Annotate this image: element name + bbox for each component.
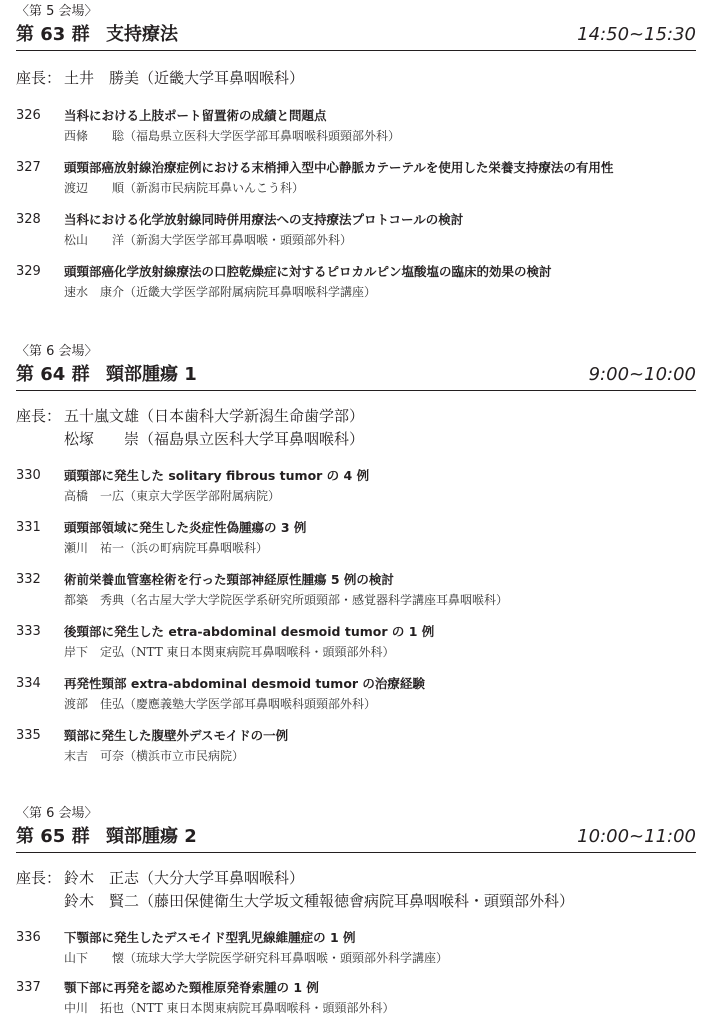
item-title: 頭頸部癌化学放射線療法の口腔乾燥症に対するピロカルピン塩酸塩の臨床的効果の検討 xyxy=(64,264,552,279)
chair-label: 座長： xyxy=(16,69,62,87)
item-number: 330 xyxy=(16,468,41,483)
item-title: 術前栄養血管塞栓術を行った頸部神経原性腫瘍 5 例の検討 xyxy=(64,572,394,587)
item-title: 顎下部に再発を認めた頸椎原発脊索腫の 1 例 xyxy=(64,980,319,995)
chairperson: 鈴木 賢二（藤田保健衛生大学坂文種報徳會病院耳鼻咽喉科・頭頸部外科） xyxy=(64,892,575,910)
item-number: 328 xyxy=(16,212,41,227)
session-header xyxy=(16,362,696,391)
chair-label: 座長： xyxy=(16,407,62,425)
item-number: 334 xyxy=(16,676,41,691)
item-number: 333 xyxy=(16,624,41,639)
chair-label: 座長： xyxy=(16,869,62,887)
list-item xyxy=(0,264,717,304)
item-title: 下顎部に発生したデスモイド型乳児線維腫症の 1 例 xyxy=(64,930,356,945)
item-title: 頭頸部領域に発生した炎症性偽腫瘍の 3 例 xyxy=(64,520,307,535)
item-authors: 都築 秀典（名古屋大学大学院医学系研究所頭頸部・感覚器科学講座耳鼻咽喉科） xyxy=(64,593,509,607)
chairperson: 土井 勝美（近畿大学耳鼻咽喉科） xyxy=(64,69,305,87)
list-item xyxy=(0,728,717,768)
list-item xyxy=(0,520,717,560)
session-header xyxy=(16,22,696,51)
item-title: 当科における上肢ポート留置術の成績と問題点 xyxy=(64,108,327,123)
list-item xyxy=(0,212,717,252)
item-authors: 高橋 一広（東京大学医学部附属病院） xyxy=(64,489,281,503)
item-authors: 山下 懐（琉球大学大学院医学研究科耳鼻咽喉・頭頸部外科学講座） xyxy=(64,951,449,965)
venue-label: 〈第 6 会場〉 xyxy=(16,344,98,359)
group-number: 第 63 群 xyxy=(16,24,90,45)
list-item xyxy=(0,160,717,200)
list-item xyxy=(0,980,717,1020)
item-number: 329 xyxy=(16,264,41,279)
list-item xyxy=(0,676,717,716)
item-number: 336 xyxy=(16,930,41,945)
item-authors: 渡辺 順（新潟市民病院耳鼻いんこう科） xyxy=(64,181,305,195)
group-number: 第 65 群 xyxy=(16,826,90,847)
chairperson: 五十嵐文雄（日本歯科大学新潟生命歯学部） xyxy=(64,407,365,425)
item-title: 頭頸部に発生した solitary fibrous tumor の 4 例 xyxy=(64,468,370,483)
item-number: 327 xyxy=(16,160,41,175)
item-number: 335 xyxy=(16,728,41,743)
list-item xyxy=(0,468,717,508)
list-item xyxy=(0,624,717,664)
group-title: 頸部腫瘍 1 xyxy=(106,364,197,385)
item-title: 後頸部に発生した etra-abdominal desmoid tumor の 1 例 xyxy=(64,624,435,639)
group-number: 第 64 群 xyxy=(16,364,90,385)
list-item xyxy=(0,108,717,148)
item-number: 331 xyxy=(16,520,41,535)
item-title: 再発性頸部 extra-abdominal desmoid tumor の治療経験 xyxy=(64,676,425,691)
session-header xyxy=(16,824,696,853)
chairperson: 鈴木 正志（大分大学耳鼻咽喉科） xyxy=(64,869,305,887)
item-number: 337 xyxy=(16,980,41,995)
item-title: 頭頸部癌放射線治療症例における末梢挿入型中心静脈カテーテルを使用した栄養支持療法の有用性 xyxy=(64,160,614,175)
session-time: 9:00~10:00 xyxy=(588,364,696,385)
item-title: 当科における化学放射線同時併用療法への支持療法プロトコールの検討 xyxy=(64,212,464,227)
item-authors: 松山 洋（新潟大学医学部耳鼻咽喉・頭頸部外科） xyxy=(64,233,353,247)
group-title: 頸部腫瘍 2 xyxy=(106,826,197,847)
session-time: 14:50~15:30 xyxy=(577,24,696,45)
venue-label: 〈第 5 会場〉 xyxy=(16,4,98,19)
item-title: 頸部に発生した腹壁外デスモイドの一例 xyxy=(64,728,289,743)
group-title: 支持療法 xyxy=(106,24,178,45)
item-authors: 岸下 定弘（NTT 東日本関東病院耳鼻咽喉科・頭頸部外科） xyxy=(64,645,395,659)
item-authors: 西條 聡（福島県立医科大学医学部耳鼻咽喉科頭頸部外科） xyxy=(64,129,401,143)
list-item xyxy=(0,572,717,612)
item-number: 332 xyxy=(16,572,41,587)
chairperson: 松塚 崇（福島県立医科大学耳鼻咽喉科） xyxy=(64,430,365,448)
item-authors: 渡部 佳弘（慶應義塾大学医学部耳鼻咽喉科頭頸部外科） xyxy=(64,697,377,711)
item-authors: 瀬川 祐一（浜の町病院耳鼻咽喉科） xyxy=(64,541,269,555)
item-authors: 速水 康介（近畿大学医学部附属病院耳鼻咽喉科学講座） xyxy=(64,285,377,299)
list-item xyxy=(0,930,717,970)
item-authors: 中川 拓也（NTT 東日本関東病院耳鼻咽喉科・頭頸部外科） xyxy=(64,1001,395,1015)
item-authors: 末吉 可奈（横浜市立市民病院） xyxy=(64,749,245,763)
venue-label: 〈第 6 会場〉 xyxy=(16,806,98,821)
item-number: 326 xyxy=(16,108,41,123)
session-time: 10:00~11:00 xyxy=(577,826,696,847)
